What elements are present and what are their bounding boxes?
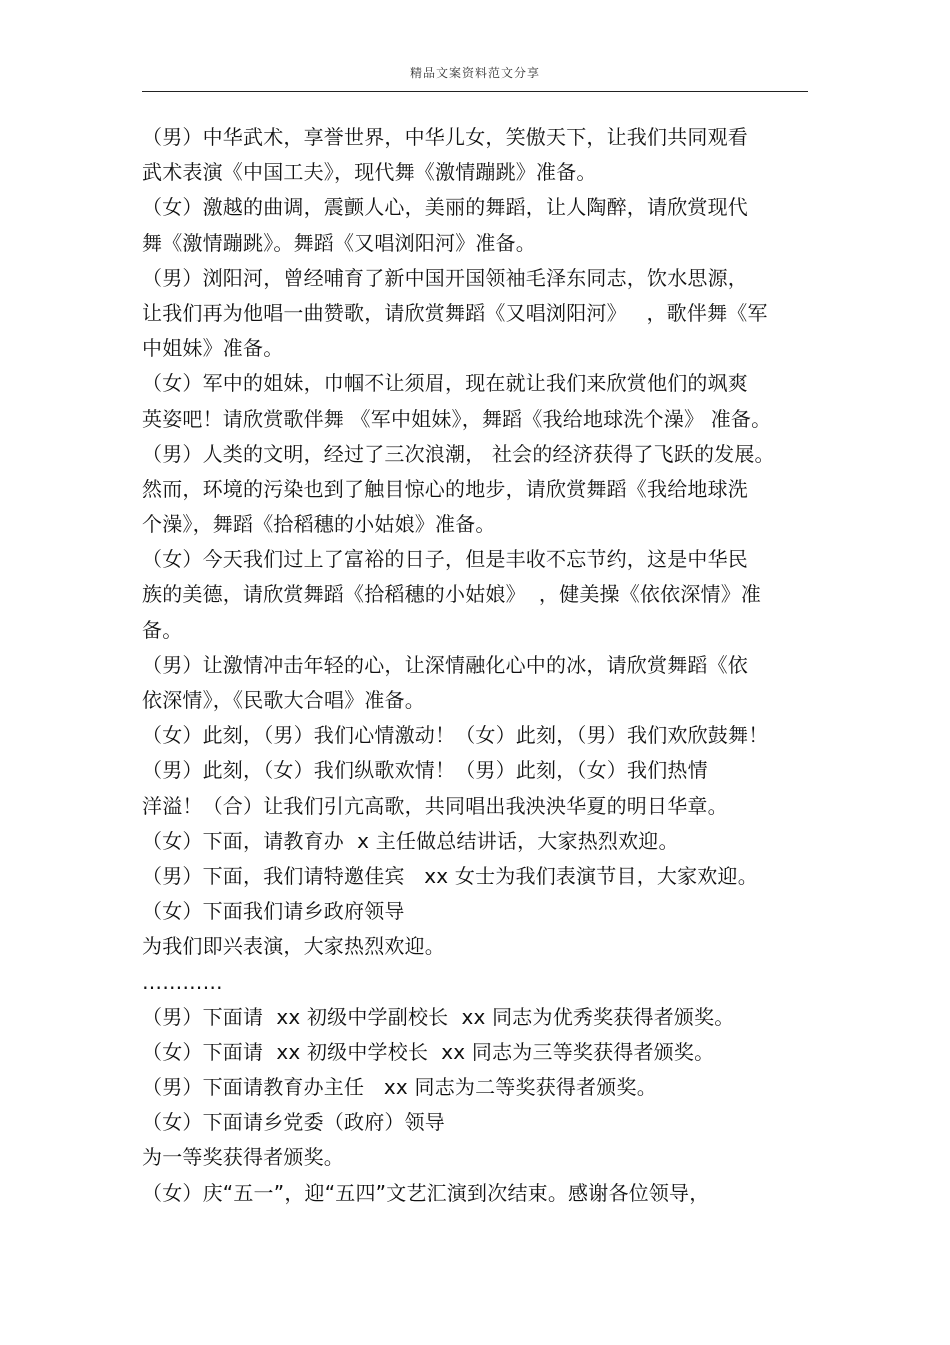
- ellipsis-separator: …………: [142, 969, 223, 994]
- script-line: 族的美德，请欣赏舞蹈《拾稻穗的小姑娘》 ，健美操《依依深情》准: [142, 582, 762, 607]
- script-line: 为我们即兴表演，大家热烈欢迎。: [142, 934, 445, 959]
- script-line: （男）下面请 xx 初级中学副校长 xx 同志为优秀奖获得者颁奖。: [142, 1004, 735, 1029]
- script-line: （女）下面请 xx 初级中学校长 xx 同志为三等奖获得者颁奖。: [142, 1039, 715, 1064]
- script-line: （女）下面我们请乡政府领导: [142, 899, 405, 924]
- script-line: （女）今天我们过上了富裕的日子，但是丰收不忘节约，这是中华民: [142, 547, 748, 572]
- script-line: 个澡》，舞蹈《拾稻穗的小姑娘》准备。: [142, 512, 496, 537]
- script-line: （女）下面，请教育办 x 主任做总结讲话，大家热烈欢迎。: [142, 828, 679, 853]
- page-header: 精品文案资料范文分享: [409, 66, 540, 80]
- script-line: （女）军中的姐妹，巾帼不让须眉，现在就让我们来欣赏他们的飒爽: [142, 371, 748, 396]
- script-line: 洋溢！（合）让我们引亢高歌，共同唱出我泱泱华夏的明日华章。: [142, 793, 728, 818]
- script-line: （男）人类的文明，经过了三次浪潮， 社会的经济获得了飞跃的发展。: [142, 441, 775, 466]
- script-line: （男）下面请教育办主任 xx 同志为二等奖获得者颁奖。: [142, 1075, 657, 1100]
- script-line: 武术表演《中国工夫》，现代舞《激情蹦跳》准备。: [142, 160, 597, 185]
- script-line: 让我们再为他唱一曲赞歌，请欣赏舞蹈《又唱浏阳河》 ，歌伴舞《军: [142, 300, 768, 325]
- script-line: （女）庆“五一”，迎“五四”文艺汇演到次结束。感谢各位领导，: [142, 1180, 710, 1205]
- script-line: 为一等奖获得者颁奖。: [142, 1145, 344, 1170]
- script-line: 备。: [142, 617, 183, 642]
- script-line: （男）中华武术，享誉世界，中华儿女，笑傲天下，让我们共同观看: [142, 125, 748, 149]
- script-body: [142, 120, 808, 1211]
- script-line: （女）下面请乡党委（政府）领导: [142, 1110, 445, 1135]
- header-divider: [142, 91, 808, 92]
- script-line: （女）此刻，（男）我们心情激动！（女）此刻，（男）我们欢欣鼓舞！: [142, 723, 769, 748]
- script-line: （男）此刻，（女）我们纵歌欢情！（男）此刻，（女）我们热情: [142, 758, 708, 783]
- script-line: 英姿吧！请欣赏歌伴舞 《军中姐妹》，舞蹈《我给地球洗个澡》 准备。: [142, 406, 772, 431]
- script-line: （男）下面，我们请特邀佳宾 xx 女士为我们表演节目，大家欢迎。: [142, 863, 758, 888]
- script-line: （男）让激情冲击年轻的心，让深情融化心中的冰，请欣赏舞蹈《依: [142, 652, 748, 677]
- script-line: 舞《激情蹦跳》。舞蹈《又唱浏阳河》准备。: [142, 230, 536, 255]
- script-line: 然而，环境的污染也到了触目惊心的地步，请欣赏舞蹈《我给地球洗: [142, 476, 748, 501]
- script-line: 中姐妹》准备。: [142, 336, 284, 361]
- script-line: 依深情》，《民歌大合唱》准备。: [142, 688, 425, 712]
- script-line: （女）激越的曲调，震颤人心，美丽的舞蹈，让人陶醉，请欣赏现代: [142, 195, 748, 220]
- script-line: （男）浏阳河，曾经哺育了新中国开国领袖毛泽东同志，饮水思源，: [142, 265, 748, 290]
